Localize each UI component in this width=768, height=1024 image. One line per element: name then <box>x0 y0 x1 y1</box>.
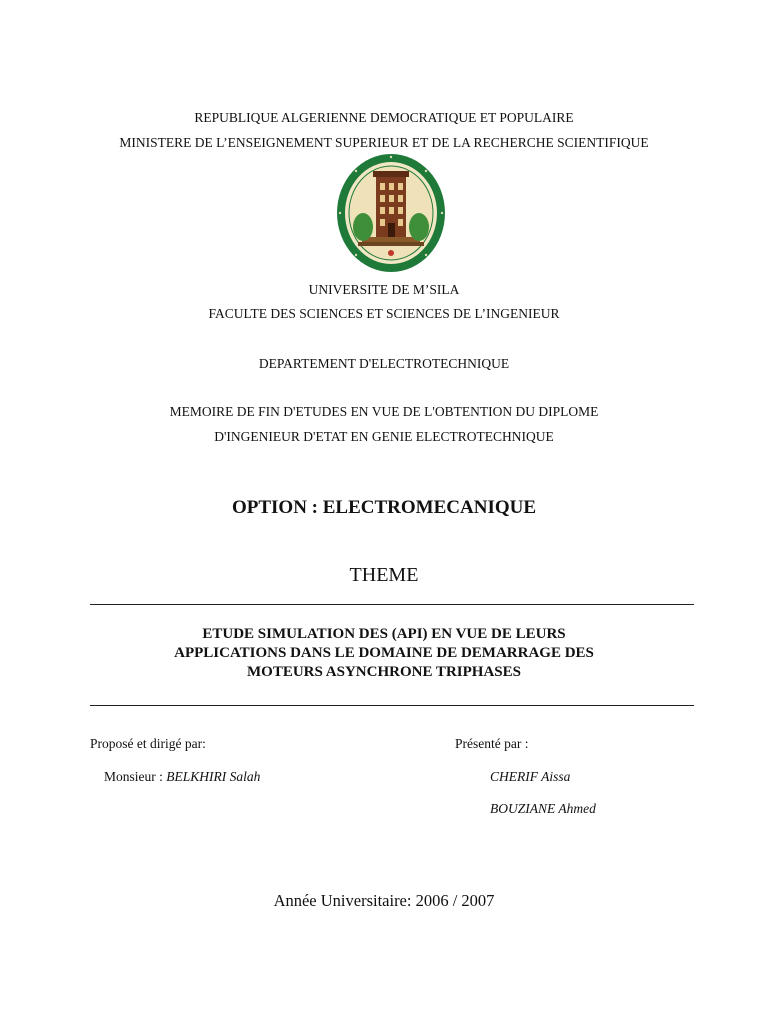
supervisor-prefix: Monsieur : <box>104 769 163 784</box>
top-divider <box>90 604 694 605</box>
title-line-2: APPLICATIONS DANS LE DOMAINE DE DEMARRAGE DES <box>174 645 594 661</box>
faculty-name: FACULTE DES SCIENCES ET SCIENCES DE L’INGENIEUR <box>208 306 560 321</box>
author-name: BOUZIANE Ahmed <box>490 801 596 816</box>
authors-label: Présenté par : <box>455 736 529 751</box>
supervisor-line <box>104 769 260 785</box>
bottom-divider <box>90 705 694 706</box>
supervisor-name: BELKHIRI Salah <box>166 769 261 784</box>
supervisor-label: Proposé et dirigé par: <box>90 736 206 751</box>
ministry-heading: MINISTERE DE L’ENSEIGNEMENT SUPERIEUR ET DE LA RECHERCHE SCIENTIFIQUE <box>119 135 649 150</box>
university-name: UNIVERSITE DE M’SILA <box>308 282 460 297</box>
theme-heading: THEME <box>349 564 419 586</box>
option-heading: OPTION : ELECTROMECANIQUE <box>231 497 537 518</box>
author-name: CHERIF Aissa <box>490 769 571 784</box>
department-name: DEPARTEMENT D'ELECTROTECHNIQUE <box>258 356 510 371</box>
title-line-1: ETUDE SIMULATION DES (API) EN VUE DE LEURS <box>202 626 566 642</box>
university-seal-icon <box>336 153 446 274</box>
academic-year: Année Universitaire: 2006 / 2007 <box>273 891 495 910</box>
title-line-3: MOTEURS ASYNCHRONE TRIPHASES <box>247 664 521 680</box>
republic-heading: REPUBLIQUE ALGERIENNE DEMOCRATIQUE ET POPULAIRE <box>194 110 574 125</box>
memoire-line-1: MEMOIRE DE FIN D'ETUDES EN VUE DE L'OBTENTION DU DIPLOME <box>169 404 599 419</box>
memoire-line-2: D'INGENIEUR D'ETAT EN GENIE ELECTROTECHNIQUE <box>214 429 554 444</box>
